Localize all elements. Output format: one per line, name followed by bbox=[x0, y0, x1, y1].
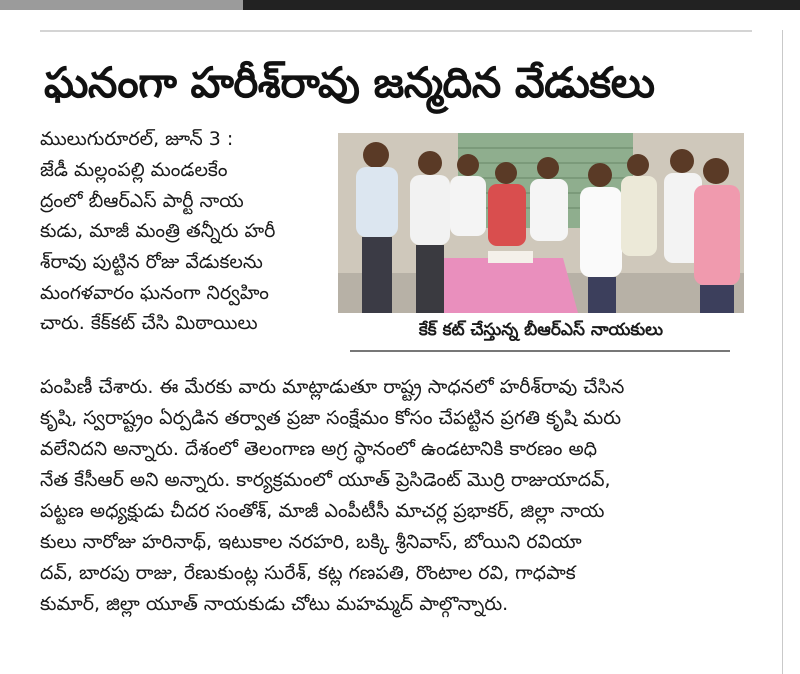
article-column-line: శ్‌రావు పుట్టిన రోజు వేడుకలను bbox=[40, 251, 263, 273]
article-line: కృషి, స్వరాష్ట్రం ఏర్పడిన తర్వాత ప్రజా సంక్షేమం కోసం చేపట్టిన ప్రగతి కృషి మరు bbox=[40, 407, 622, 429]
article-line: కులు నారోజు హరినాథ్, ఇటుకాల నరహరి, బక్కి శ్రీనివాస్, బోయిని రవియా bbox=[40, 531, 582, 553]
article-column-line: కుడు, మాజీ మంత్రి తన్నీరు హరీ bbox=[40, 220, 276, 242]
photo-caption: కేక్ కట్ చేస్తున్న బీఆర్ఎస్ నాయకులు bbox=[418, 320, 664, 340]
article-column-line: జేడీ మల్లంపల్లి మండలకేం bbox=[40, 159, 228, 181]
headline: ఘనంగా హరీశ్‌రావు జన్మదిన వేడుకలు bbox=[44, 58, 655, 107]
news-photo bbox=[338, 133, 744, 313]
article-line: పట్టణ అధ్యక్షుడు చీదర సంతోశ్, మాజీ ఎంపీటీసీ మాచర్ల ప్రభాకర్, జిల్లా నాయ bbox=[40, 500, 605, 522]
article-column-line: ద్రంలో బీఆర్ఎస్ పార్టీ నాయ bbox=[40, 190, 244, 212]
article-line: కుమార్, జిల్లా యూత్ నాయకుడు చోటు మహమ్మద్ పాల్గొన్నారు. bbox=[40, 593, 509, 615]
article-line: నేత కేసీఆర్ అని అన్నారు. కార్యక్రమంలో యూత్ ప్రెసిడెంట్ మొర్రి రాజుయాదవ్, bbox=[40, 469, 611, 491]
article-column-line: చారు. కేక్‌కట్ చేసి మిఠాయిలు bbox=[40, 312, 258, 334]
article-column-line: మంగళవారం ఘనంగా నిర్వహిం bbox=[40, 282, 269, 304]
top-bar-dark bbox=[243, 0, 800, 10]
article-column-line: ములుగురూరల్, జూన్ 3 : bbox=[40, 128, 234, 150]
top-rule bbox=[40, 30, 752, 32]
caption-rule bbox=[350, 350, 730, 352]
article-line: పంపిణీ చేశారు. ఈ మేరకు వారు మాట్లాడుతూ రాష్ట్ర సాధనలో హరీశ్‌రావు చేసిన bbox=[40, 376, 625, 398]
article-line: దవ్, బారపు రాజు, రేణుకుంట్ల సురేశ్, కట్ల గణపతి, రొంటాల రవి, గాధపాక bbox=[40, 562, 576, 584]
article-line: వలేనిదని అన్నారు. దేశంలో తెలంగాణ అగ్ర స్థానంలో ఉండటానికి కారణం అధి bbox=[40, 438, 598, 460]
column-rule bbox=[782, 30, 783, 674]
top-bar-grey bbox=[0, 0, 243, 10]
photo-illustration bbox=[338, 133, 744, 313]
